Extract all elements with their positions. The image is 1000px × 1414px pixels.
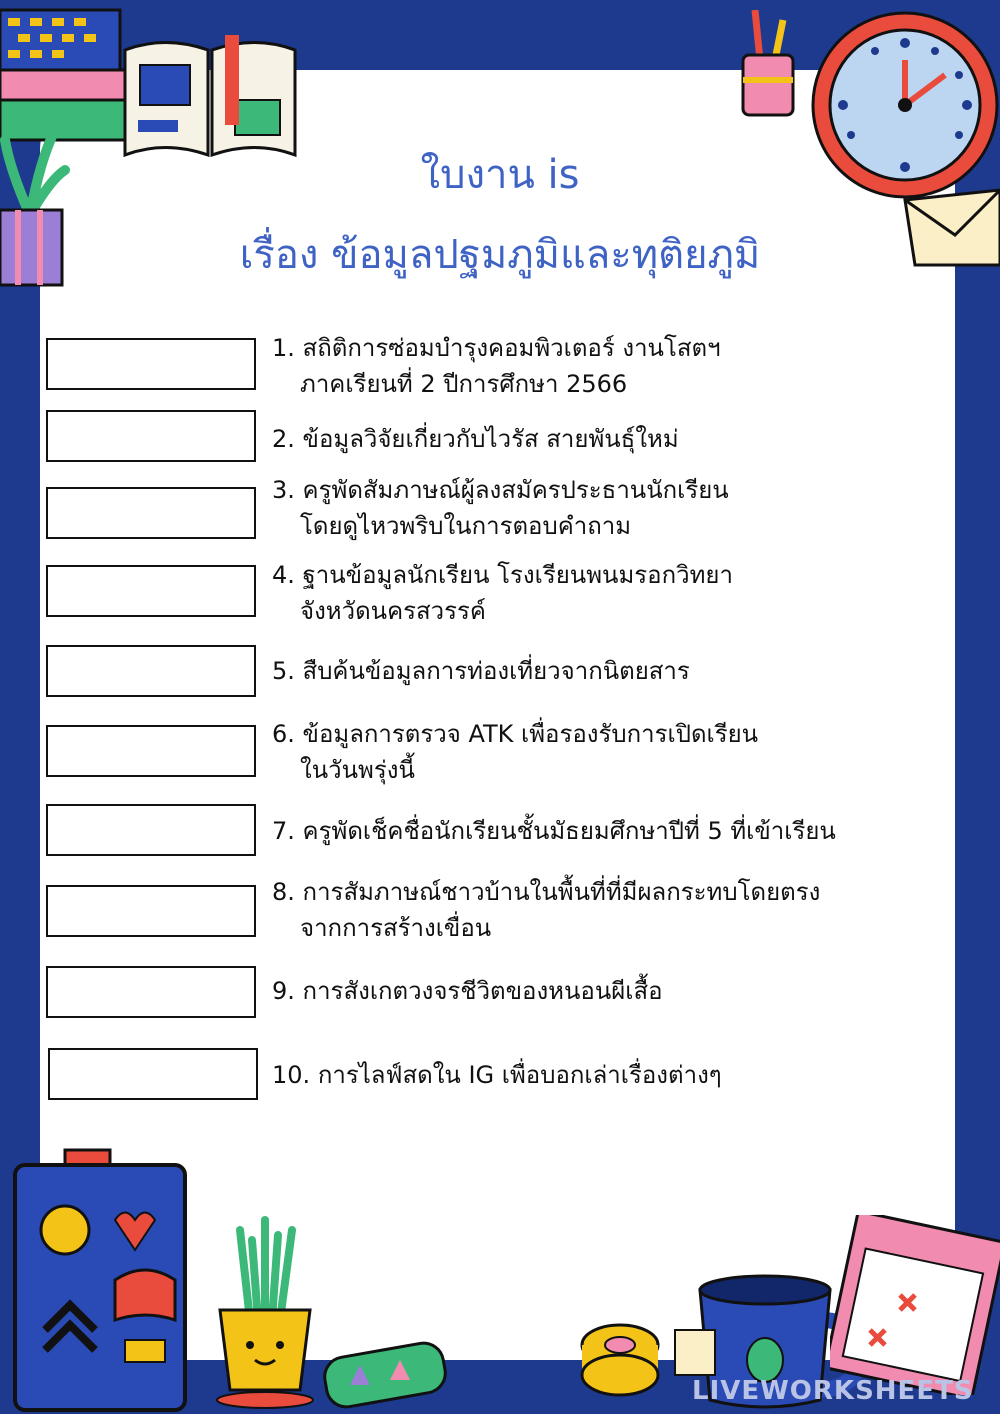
question-number: 2.: [272, 425, 295, 453]
question-text-line2: จากการสร้างเขื่อน: [300, 914, 492, 942]
question-text-line2: โดยดูไหวพริบในการตอบคำถาม: [300, 512, 632, 540]
question-item-10: [272, 1057, 972, 1093]
pencil-case-icon: [320, 1330, 450, 1414]
question-item-3: [272, 472, 972, 544]
question-text: ครูพัดสัมภาษณ์ผู้ลงสมัครประธานนักเรียน: [302, 476, 729, 504]
answer-box-10[interactable]: [48, 1048, 258, 1100]
answer-box-7[interactable]: [46, 804, 256, 856]
question-item-7: [272, 813, 992, 849]
question-item-2: [272, 421, 972, 457]
question-text: ฐานข้อมูลนักเรียน โรงเรียนพนมรอกวิทยา: [302, 561, 733, 589]
notebook-icon: [5, 1140, 205, 1414]
worksheet-subtitle: เรื่อง ข้อมูลปฐมภูมิและทุติยภูมิ: [239, 232, 761, 278]
watermark-logo: LIVEWORKSHEETS: [692, 1376, 974, 1406]
question-text-line2: ภาคเรียนที่ 2 ปีการศึกษา 2566: [300, 370, 628, 398]
question-number: 5.: [272, 657, 295, 685]
question-item-9: [272, 973, 972, 1009]
question-number: 1.: [272, 334, 295, 362]
question-item-4: [272, 557, 972, 629]
question-text: สืบค้นข้อมูลการท่องเที่ยวจากนิตยสาร: [302, 657, 690, 685]
question-text: การสังเกตวงจรชีวิตของหนอนผีเสื้อ: [302, 977, 663, 1005]
cactus-pot-icon: [210, 1210, 320, 1410]
question-text: ข้อมูลการตรวจ ATK เพื่อรองรับการเปิดเรียน: [302, 720, 759, 748]
question-text-line2: ในวันพรุ่งนี้: [300, 756, 415, 784]
answer-box-5[interactable]: [46, 645, 256, 697]
answer-box-3[interactable]: [46, 487, 256, 539]
question-text: การสัมภาษณ์ชาวบ้านในพื้นที่ที่มีผลกระทบโดยตรง: [302, 878, 821, 906]
tape-icon: [575, 1310, 665, 1400]
open-book-icon: [120, 30, 300, 160]
calendar-icon: [830, 1215, 1000, 1395]
answer-box-6[interactable]: [46, 725, 256, 777]
question-number: 4.: [272, 561, 295, 589]
question-number: 6.: [272, 720, 295, 748]
question-item-5: [272, 653, 972, 689]
question-item-6: [272, 716, 972, 788]
worksheet-title: ใบงาน is: [420, 152, 580, 198]
answer-box-8[interactable]: [46, 885, 256, 937]
answer-box-2[interactable]: [46, 410, 256, 462]
question-text: ข้อมูลวิจัยเกี่ยวกับไวรัส สายพันธุ์ใหม่: [302, 425, 679, 453]
answer-box-1[interactable]: [46, 338, 256, 390]
question-item-1: [272, 330, 972, 402]
question-text: การไลฟ์สดใน IG เพื่อบอกเล่าเรื่องต่างๆ: [317, 1061, 722, 1089]
question-number: 3.: [272, 476, 295, 504]
question-text: สถิติการซ่อมบำรุงคอมพิวเตอร์ งานโสตฯ: [302, 334, 721, 362]
question-number: 7.: [272, 817, 295, 845]
question-number: 8.: [272, 878, 295, 906]
question-number: 10.: [272, 1061, 311, 1089]
question-text: ครูพัดเช็คชื่อนักเรียนชั้นมัธยมศึกษาปีที่ 5 ที่เข้าเรียน: [302, 817, 836, 845]
question-item-8: [272, 874, 972, 946]
answer-box-9[interactable]: [46, 966, 256, 1018]
answer-box-4[interactable]: [46, 565, 256, 617]
question-text-line2: จังหวัดนครสวรรค์: [300, 597, 486, 625]
question-number: 9.: [272, 977, 295, 1005]
